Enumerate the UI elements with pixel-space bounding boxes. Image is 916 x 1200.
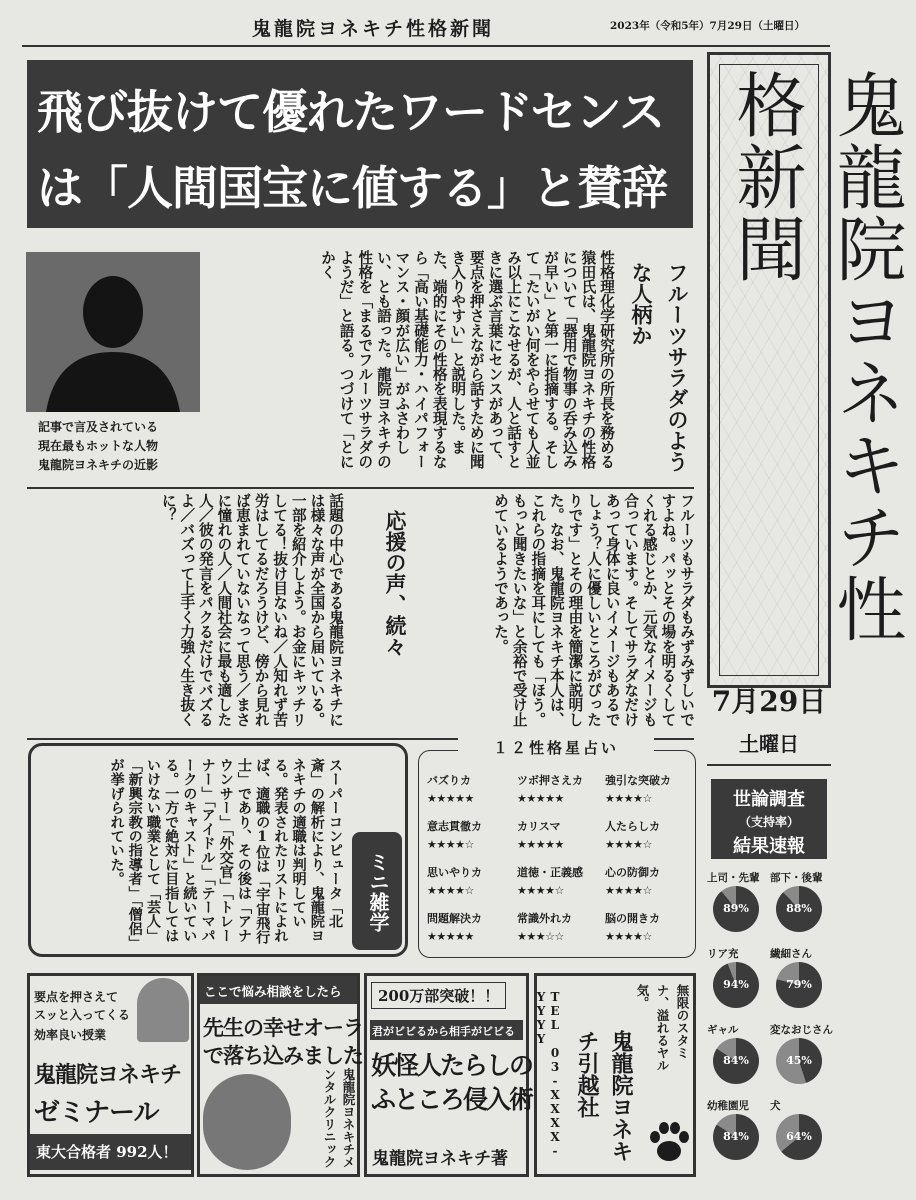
masthead-rule [22,45,830,47]
poll-item-label: 犬 [770,1100,781,1112]
horoscope-item-name: 脳の開きカ [605,912,660,925]
horoscope-item-name: バズりカ [427,774,471,787]
moving-ad-slogan: 無限のスタミナ、溢れるヤル気。 [635,984,690,1072]
caption-line: 鬼龍院ヨネキチの近影 [38,458,159,472]
caption-line: 現在最もホットな人物 [38,439,159,453]
trivia-body: スーパーコンピュータ「北斎」の解析により、鬼龍院ヨネキチの適職は判明している。発表されたリストによれば、適職の1位は「宇宙飛行士」であり、その後は「アナウンサー」「外交官」「トレーナー」「アイドル」「テーマパークのキャスト」と続いている。一方で絶対に目指してはいけない職業として「芸人」「新興宗教の指導者」「僧侶」が挙げられていた。 [108,758,343,945]
horoscope-item-name: 問題解決カ [427,912,482,925]
article2-body-left: 話題の中心である鬼龍院ヨネキチには様々な声が全国から届いている。一部を紹介しよう。お金にキッチリしてる！抜け目ないね／人知れず苦労はしてるだろうけど、傍から見れば恵まれていないなって思う／まさに憧れの人／人間社会に最も適した人／彼の発言をパクるだけでバズるよ／バズって上手く力強く生き抜くに？ [159,493,344,727]
poll-item-label: 上司・先輩 [707,872,760,884]
horoscope-item-name: 道徳・正義感 [517,866,583,879]
side-date-rule [707,764,831,766]
book-ad-author: 鬼龍院ヨネキチ著 [372,1149,508,1169]
side-title-box [707,52,907,688]
poll-item-value: 45% [786,1054,812,1067]
poll-item-label: 幼稚園児 [707,1100,749,1112]
horoscope-item-stars: ★★★★★ [517,838,564,851]
horoscope-item-stars: ★★★★★ [427,930,474,943]
poll-title-2: 結果速報 [733,836,805,857]
seminar-ad-title: 鬼龍院ヨネキチ [34,1063,182,1088]
side-date: 7月29日 [711,685,827,718]
horoscope-item-stars: ★★★★★ [517,792,564,805]
headline-line-2: は「人間国宝に値する」と賛辞 [37,161,667,215]
horoscope-item [605,772,697,805]
poll-item-label: 繊細さん [770,948,812,960]
poll-item-value: 84% [723,1054,749,1067]
horoscope-item-name: 強引な突破カ [605,774,671,787]
clinic-name: 鬼龍院ヨネキチメンタルクリニック [322,1068,356,1168]
horoscope-item-stars: ★★★★☆ [427,838,474,851]
masthead-date: 2023年（令和5年）7月29日（土曜日） [610,20,805,32]
seminar-teacher-photo [137,978,189,1042]
masthead-title: 鬼龍院ヨネキチ性格新聞 [252,18,495,40]
article1-text: 性格理化学研究所の所長を務める猿田氏は、鬼龍院ヨネキチの性格について「器用で物事の呑み込みが早い」と第一に指摘する。そして「たいがい何をやらせても人並み以上にこなせるが、人と話すときに選ぶ言葉にセンスがあって、要点を押さえながら話すために聞き入りやすい」と説明した。また、端的にその性格を表現するなら「高い基礎能力・ハイパフォーマンス・顔が広い」がふさわしい、とも語った。龍院ヨネキチの性格を「まるでフルーツサラダのようだ」と語る。つづけて「とにかく [319,250,615,469]
caption-line: 記事で言及されている [38,420,159,434]
headline-line-1: 飛び抜けて優れたワードセンス [37,85,665,139]
poll-item-label: リア充 [707,948,739,960]
book-ad-subtitle: 君がビビるから相手がビビる [372,1025,515,1038]
moving-ad-name: 鬼龍院ヨネキチ引越社 [574,1030,634,1162]
horoscope-item [427,772,519,805]
horoscope-item-name: 意志貫徹カ [427,820,482,833]
seminar-ad-title: ゼミナール [34,1098,159,1128]
article2-body-right: フルーツもサラダもみずみずしいですよね。パッとその場を明るくしてくれる感じとか、元気なイメージも合っています。そしてサラダなだけあって身体に良いイメージもあるでしょう？人に優しいところがぴったりです」とその理由を簡潔に説明した。なお、鬼龍院ヨネキチ本人は、これらの指摘を耳にしても「ほう。もっと聞きたいな」と余裕で受け止めているようであった。 [492,493,695,727]
clinic-ad-title: 先生の幸せオーラ [203,1016,363,1040]
horoscope-item-name: 常識外れカ [517,912,572,925]
horoscope-item-name: 人たらしカ [605,820,660,833]
poll-item-value: 79% [786,978,812,991]
article2-heading: 応援の声、続々 [383,510,408,657]
horoscope-item-stars: ★★★★☆ [605,884,652,897]
horoscope-item-stars: ★★★★☆ [605,838,652,851]
poll-item-label: ギャル [707,1024,739,1036]
person-silhouette-icon [26,252,200,412]
poll-title: 世論調査 [733,789,805,810]
horoscope-item [605,910,697,943]
poll-header [711,779,827,859]
section-rule [27,487,694,489]
paw-print-icon [648,1120,690,1164]
seminar-ad-line: 効率良い授業 [34,1028,107,1042]
horoscope-item-name: 心の防御カ [605,866,660,879]
horoscope-item [517,864,609,897]
moving-ad-tel: TEL 03-XXXX-YYYY [534,990,562,1158]
poll-item-value: 94% [723,978,749,991]
side-title: 鬼龍院ヨネキチ性格新聞 [725,69,907,645]
portrait-photo [26,252,200,412]
horoscope-item-stars: ★★★★☆ [517,884,564,897]
seminar-pass-count: 東大合格者 992人！ [36,1143,178,1161]
horoscope-item-name: ツボ押さえカ [517,774,583,787]
article1-body [205,250,615,480]
clinic-ad-header-text: ここで悩み相談をしたら [204,984,342,999]
poll-item-label: 変なおじさん [770,1024,833,1036]
horoscope-item-stars: ★★★★☆ [605,792,652,805]
horoscope-item [427,910,519,943]
book-ad-sales: 200万部突破！！ [371,982,506,1009]
side-weekday: 土曜日 [739,732,799,756]
horoscope-item-stars: ★★★☆☆ [517,930,564,943]
horoscope-item-stars: ★★★★☆ [605,930,652,943]
trivia-label: ミニ雑学 [366,852,390,932]
horoscope-item [517,910,609,943]
poll-item-label: 部下・後輩 [770,872,823,884]
horoscope-item-name: 思いやりカ [427,866,482,879]
photo-caption [38,418,158,475]
horoscope-item [427,864,519,897]
horoscope-title: １２性格星占い [458,737,654,758]
seminar-ad-line: スッと入ってくる [34,1008,130,1022]
seminar-ad-line: 要点を押さえて [34,990,119,1004]
article1-heading: フルーツサラダのような人柄か [629,262,690,472]
horoscope-item [605,864,697,897]
book-ad-title: 妖怪人たらしの [371,1051,533,1080]
horoscope-item-name: カリスマ [517,820,561,833]
horoscope-item [517,772,609,805]
poll-subtitle: （支持率） [738,815,799,829]
clinic-doctor-photo [203,1074,291,1170]
clinic-ad-title: で落ち込みました [203,1044,363,1068]
horoscope-item-stars: ★★★★☆ [427,884,474,897]
horoscope-item [517,818,609,851]
horoscope-item-stars: ★★★★★ [427,792,474,805]
poll-item-value: 88% [786,902,812,915]
poll-item-value: 64% [786,1130,812,1143]
poll-item-value: 84% [723,1130,749,1143]
horoscope-item [427,818,519,851]
horoscope-item [605,818,697,851]
poll-item-value: 89% [723,902,749,915]
book-ad-title: ふところ侵入術 [371,1085,533,1114]
headline [27,60,693,228]
